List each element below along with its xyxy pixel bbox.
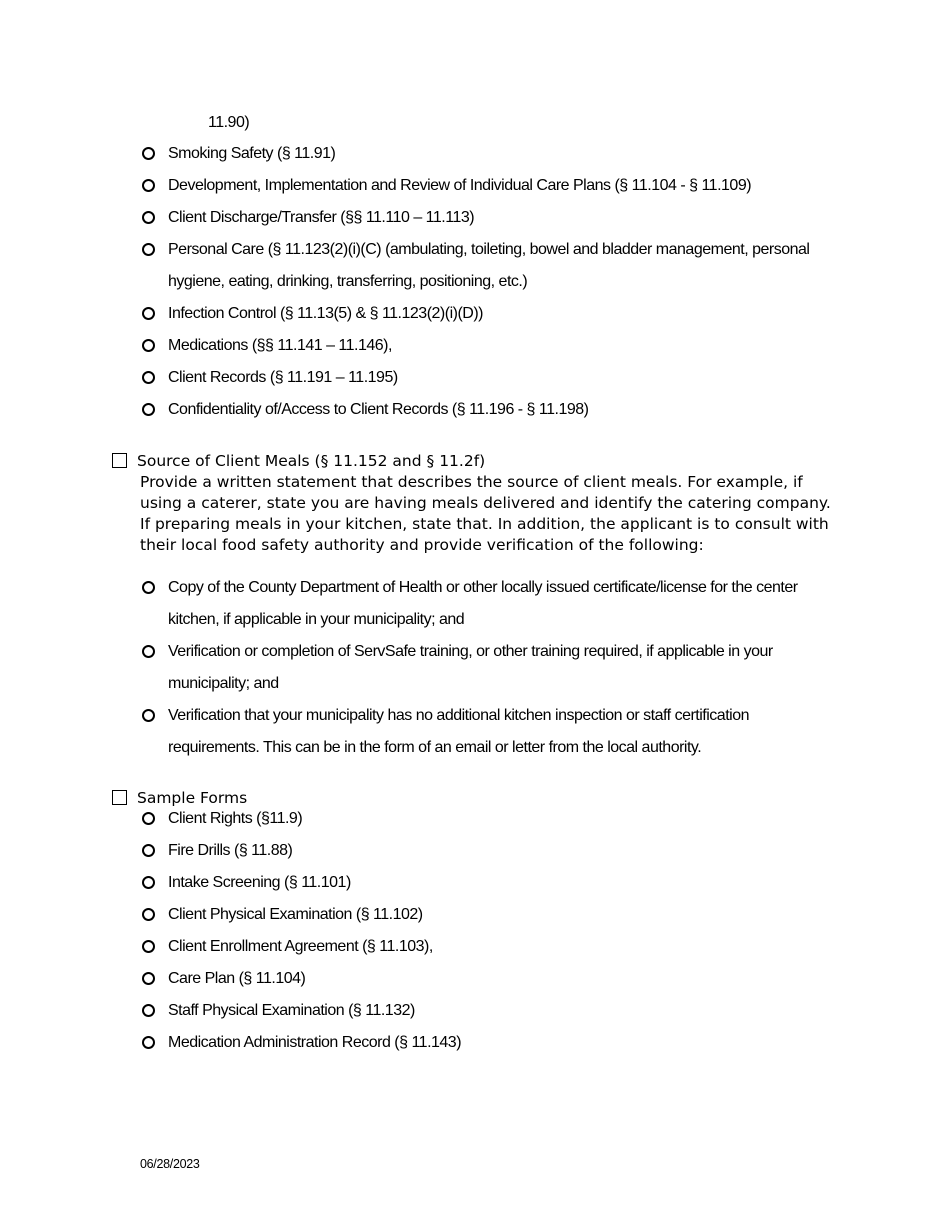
client-meals-description: Provide a written statement that describes the source of client meals. For example, if using a caterer, state you are having meals delivered and identify the catering company. If preparing meals in your kitchen, state that. In addition, the applicant is to consult with their local food safety authority and provide verification of the following: (140, 473, 831, 554)
circle-bullet-icon (142, 339, 155, 352)
circle-bullet-icon (142, 1004, 155, 1017)
list-item: Client Rights (§11.9) (140, 803, 840, 835)
list-item: Care Plan (§ 11.104) (140, 963, 840, 995)
list-item: Development, Implementation and Review of Individual Care Plans (§ 11.104 - § 11.109) (140, 170, 840, 202)
circle-bullet-icon (142, 211, 155, 224)
client-meals-heading: Source of Client Meals (§ 11.152 and § 11.2f) (112, 451, 485, 471)
list-item: Client Enrollment Agreement (§ 11.103), (140, 931, 840, 963)
circle-bullet-icon (142, 844, 155, 857)
list-item: Medication Administration Record (§ 11.143) (140, 1027, 840, 1059)
circle-bullet-icon (142, 972, 155, 985)
circle-bullet-icon (142, 179, 155, 192)
circle-bullet-icon (142, 812, 155, 825)
footer-date: 06/28/2023 (140, 1157, 200, 1171)
list-item: Verification or completion of ServSafe training, or other training required, if applicable in your municipality; and (140, 636, 840, 700)
list-item: Staff Physical Examination (§ 11.132) (140, 995, 840, 1027)
sample-forms-heading: Sample Forms (112, 788, 247, 808)
list-item: Infection Control (§ 11.13(5) & § 11.123(2)(i)(D)) (140, 298, 840, 330)
client-meals-list (140, 572, 840, 764)
list-item: Confidentiality of/Access to Client Records (§ 11.196 - § 11.198) (140, 394, 840, 426)
circle-bullet-icon (142, 403, 155, 416)
list-item: Personal Care (§ 11.123(2)(i)(C) (ambulating, toileting, bowel and bladder management, personal hygiene, eating, drinking, transferring, positioning, etc.) (140, 234, 840, 298)
list-item: Client Physical Examination (§ 11.102) (140, 899, 840, 931)
circle-bullet-icon (142, 876, 155, 889)
list-item: Smoking Safety (§ 11.91) (140, 138, 840, 170)
requirements-list (140, 138, 840, 426)
list-item: Client Discharge/Transfer (§§ 11.110 – 11.113) (140, 202, 840, 234)
circle-bullet-icon (142, 645, 155, 658)
continued-list-text: 11.90) (208, 114, 250, 131)
circle-bullet-icon (142, 908, 155, 921)
circle-bullet-icon (142, 1036, 155, 1049)
circle-bullet-icon (142, 371, 155, 384)
circle-bullet-icon (142, 147, 155, 160)
list-item: Fire Drills (§ 11.88) (140, 835, 840, 867)
list-item: Intake Screening (§ 11.101) (140, 867, 840, 899)
list-item: Copy of the County Department of Health or other locally issued certificate/license for the center kitchen, if applicable in your municipality; and (140, 572, 840, 636)
client-meals-checkbox[interactable] (112, 453, 127, 468)
sample-forms-list (140, 803, 840, 1059)
circle-bullet-icon (142, 709, 155, 722)
list-item: Client Records (§ 11.191 – 11.195) (140, 362, 840, 394)
list-item: Medications (§§ 11.141 – 11.146), (140, 330, 840, 362)
list-item: Verification that your municipality has no additional kitchen inspection or staff certification requirements. This can be in the form of an email or letter from the local authority. (140, 700, 840, 764)
circle-bullet-icon (142, 581, 155, 594)
circle-bullet-icon (142, 940, 155, 953)
sample-forms-checkbox[interactable] (112, 790, 127, 805)
circle-bullet-icon (142, 243, 155, 256)
circle-bullet-icon (142, 307, 155, 320)
